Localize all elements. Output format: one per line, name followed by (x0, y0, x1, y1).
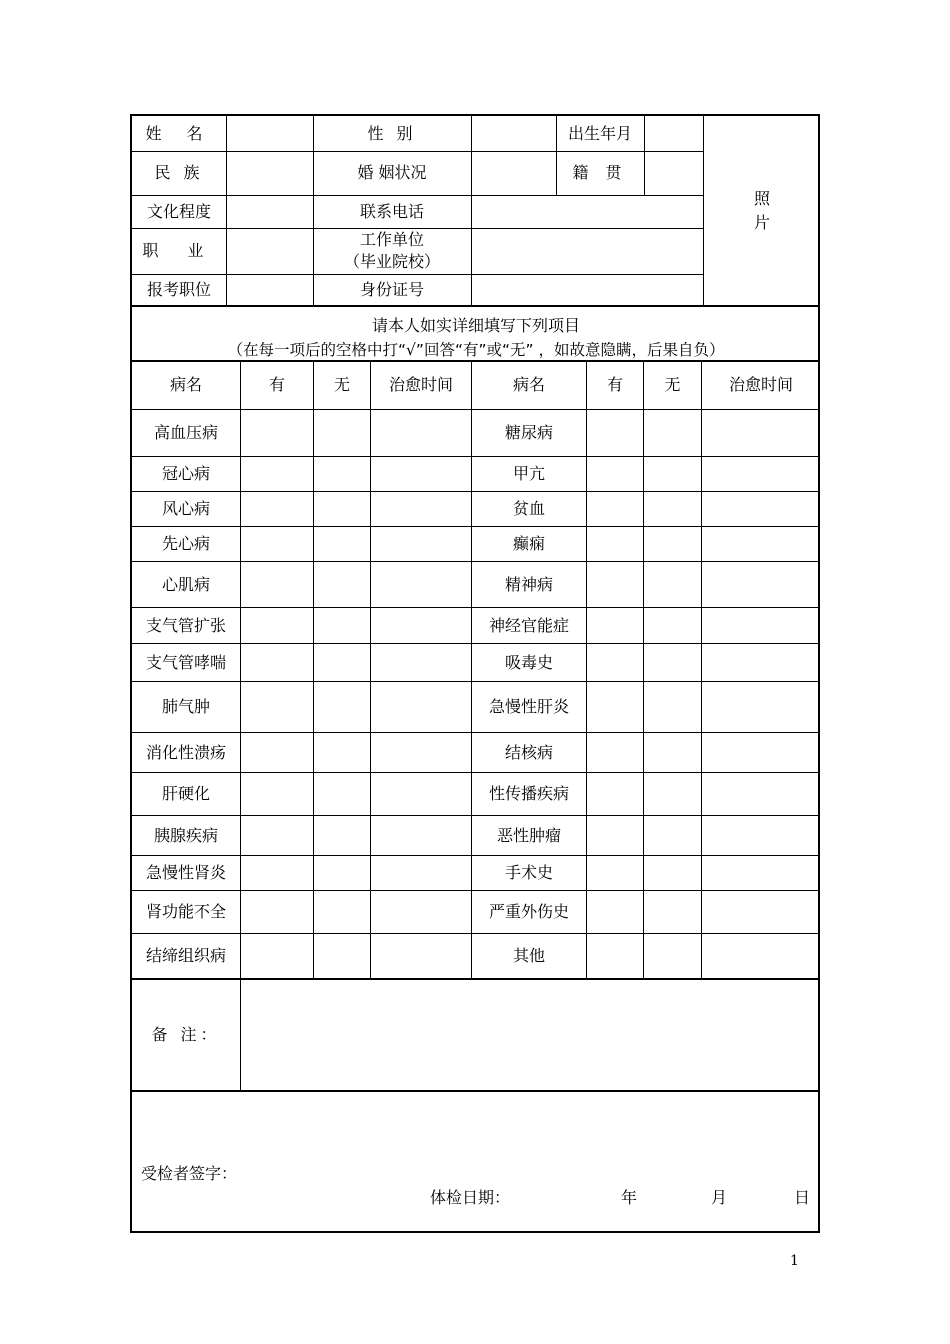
page-number: 1 (790, 1253, 799, 1269)
disease-name: 肝硬化 (161, 784, 210, 803)
disease-name: 风心病 (161, 499, 210, 518)
disease-name: 胰腺疾病 (153, 825, 218, 845)
disease-header-left: 病名 (169, 375, 202, 394)
gender-field[interactable] (472, 116, 556, 151)
ethnicity-field[interactable] (227, 152, 313, 195)
disease-name: 神经官能症 (488, 615, 569, 635)
disease-name: 贫血 (512, 499, 545, 518)
disease-name: 甲亢 (512, 464, 545, 483)
ethnicity-label: 民 族 (154, 163, 204, 182)
remarks-field[interactable] (242, 980, 820, 1090)
native-place-field[interactable] (645, 152, 703, 195)
disease-name: 精神病 (504, 574, 553, 594)
occupation-field[interactable] (227, 229, 313, 274)
id-number-field[interactable] (472, 275, 703, 305)
education-label: 文化程度 (146, 201, 211, 221)
examinee-signature-label: 受检者签字： (141, 1164, 238, 1183)
exam-date-label: 体检日期： (430, 1188, 511, 1207)
disease-name: 其他 (512, 946, 545, 965)
gender-label: 性 别 (367, 123, 417, 143)
disease-name: 消化性溃疡 (145, 742, 226, 762)
marital-field[interactable] (472, 152, 556, 195)
no-header-right: 无 (664, 375, 681, 394)
disease-name: 支气管哮喘 (145, 652, 226, 672)
yes-header-right: 有 (606, 375, 623, 394)
occupation-label: 职 业 (142, 241, 216, 260)
disease-name: 高血压病 (153, 423, 218, 442)
col-divider (643, 360, 644, 978)
phone-label: 联系电话 (359, 201, 424, 221)
health-declaration-form (130, 114, 820, 1233)
section-divider (132, 305, 820, 307)
position-field[interactable] (227, 275, 313, 305)
disease-name: 严重外伤史 (488, 902, 569, 921)
phone-field[interactable] (472, 196, 703, 228)
disease-name: 癫痫 (512, 534, 545, 553)
disease-name: 肾功能不全 (145, 902, 226, 921)
col-divider (240, 978, 241, 1090)
cure-time-header-left: 治愈时间 (388, 375, 453, 394)
col-divider (701, 360, 702, 978)
employer-label-line1: 工作单位 (359, 230, 424, 249)
examinee-signature-field[interactable] (242, 1156, 542, 1190)
disease-header-right: 病名 (512, 375, 545, 394)
disease-name: 心肌病 (161, 574, 210, 594)
col-divider (370, 360, 371, 978)
birth-label: 出生年月 (567, 123, 632, 143)
position-label: 报考职位 (146, 279, 211, 299)
disease-name: 手术史 (504, 863, 553, 882)
marital-label: 婚 姻状况 (357, 163, 427, 182)
instruction-line-1: 请本人如实详细填写下列项目 (371, 316, 580, 335)
name-field[interactable] (227, 116, 313, 151)
photo-label-line1: 照 (753, 188, 770, 208)
disease-name: 结核病 (504, 742, 553, 762)
disease-name: 急慢性肾炎 (145, 863, 226, 882)
education-field[interactable] (227, 196, 313, 228)
photo-area[interactable] (704, 116, 820, 305)
instruction-line-2: （在每一项后的空格中打“√”回答“有”或“无” ，如故意隐瞒，后果自负） (227, 341, 725, 359)
col-divider (240, 360, 241, 978)
id-number-label: 身份证号 (359, 279, 424, 299)
employer-field[interactable] (472, 229, 703, 274)
disease-name: 支气管扩张 (145, 615, 226, 635)
no-header-left: 无 (333, 375, 350, 394)
disease-name: 冠心病 (161, 464, 210, 483)
disease-name: 结缔组织病 (145, 946, 226, 965)
disease-name: 性传播疾病 (488, 784, 569, 803)
disease-name: 恶性肿瘤 (496, 825, 561, 845)
birth-field[interactable] (645, 116, 703, 151)
photo-label-line2: 片 (753, 212, 770, 232)
employer-label-line2: （毕业院校） (343, 252, 440, 271)
disease-name: 急慢性肝炎 (488, 697, 569, 716)
col-divider (586, 360, 587, 978)
native-place-label: 籍 贯 (572, 163, 628, 182)
disease-name: 吸毒史 (504, 652, 553, 672)
section-divider (132, 1090, 820, 1092)
disease-name: 糖尿病 (504, 423, 553, 442)
cure-time-header-right: 治愈时间 (728, 375, 793, 394)
date-month-label: 月 (711, 1188, 728, 1207)
disease-name: 先心病 (161, 534, 210, 553)
employer-label (313, 228, 471, 274)
remarks-label: 备 注： (151, 1025, 221, 1044)
col-divider (313, 360, 314, 978)
date-day-label: 日 (794, 1188, 811, 1207)
name-label: 姓 名 (145, 123, 213, 143)
date-year-label: 年 (621, 1188, 638, 1207)
disease-name: 肺气肿 (161, 697, 210, 716)
yes-header-left: 有 (268, 375, 285, 394)
